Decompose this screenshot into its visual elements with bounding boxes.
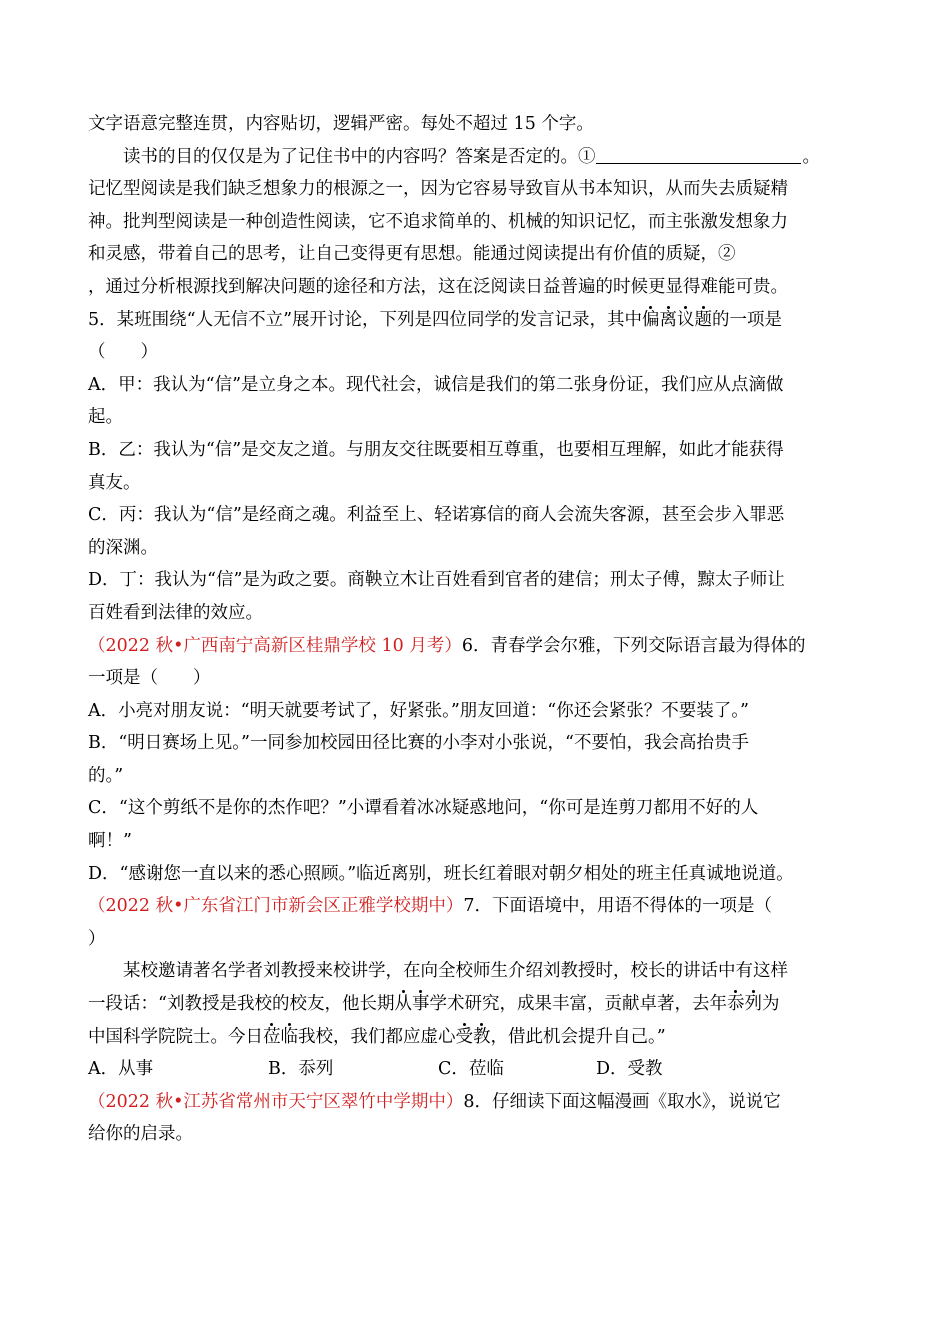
emphasis-char: 题	[694, 309, 713, 330]
question-source: （2022 秋•广西南宁高新区桂鼎学校 10 月考）	[88, 635, 462, 656]
option-b-cont: 的。”	[88, 765, 124, 786]
option-b-cont: 真友。	[88, 472, 141, 493]
emphasis-char: 临	[280, 1026, 298, 1047]
option-d[interactable]: D．“感谢您一直以来的悉心照顾。”临近离别，班长红着眼对朝夕相处的班主任真诚地说道。	[88, 863, 794, 884]
emphasis-char: 教	[473, 1026, 491, 1047]
emphasis-char: 受	[455, 1026, 473, 1047]
emphasis-char: 莅	[263, 1026, 281, 1047]
option-a-cont: 起。	[88, 407, 123, 428]
reading-paragraph	[88, 141, 864, 304]
option-d[interactable]: D．受教	[596, 1059, 663, 1080]
paragraph-line: 记忆型阅读是我们缺乏想象力的根源之一，因为它容易导致盲从书本知识，从而失去质疑精	[88, 179, 788, 200]
option-d[interactable]: D．丁：我认为“信”是为政之要。商鞅立木让百姓看到官者的建信；刑太子傅，黥太子师让	[88, 570, 785, 591]
option-c[interactable]: C．丙：我认为“信”是经商之魂。利益至上、轻诺寡信的商人会流失客源，甚至会步入罪恶	[88, 505, 785, 526]
question-stem-cont: 给你的启录。	[88, 1124, 193, 1145]
emphasis-char: 忝	[726, 994, 745, 1015]
emphasis-char: 离	[659, 309, 678, 330]
emphasis-char: 议	[677, 309, 695, 330]
context-line: 某校邀请著名学者刘教授来校讲学，在向全校师生介绍刘教授时，校长的讲话中有这样	[123, 961, 788, 982]
option-b[interactable]: B．乙：我认为“信”是交友之道。与朋友交往既要相互尊重，也要相互理解，如此才能获得	[88, 439, 784, 460]
emphasis-char: 事	[411, 994, 430, 1015]
option-a[interactable]: A．从事	[88, 1059, 154, 1080]
answer-paren: （ ）	[88, 342, 158, 363]
option-a[interactable]: A．小亮对朋友说：“明天就要考试了，好紧张。”朋友回道：“你还会紧张？不要装了。”	[88, 700, 749, 721]
emphasis-char: 列	[744, 994, 762, 1015]
question-stem: （2022 秋•广西南宁高新区桂鼎学校 10 月考）6．青春学会尔雅，下列交际语言最为得体的	[88, 635, 806, 656]
paragraph-line: 和灵感，带着自己的思考，让自己变得更有思想。能通过阅读提出有价值的质疑，②	[88, 244, 736, 265]
question-5	[88, 304, 864, 630]
option-b[interactable]: B．忝列	[268, 1059, 334, 1080]
context-line: 中国科学院院士。今日莅临我校，我们都应虚心受教，借此机会提升自己。”	[88, 1026, 666, 1047]
paragraph-line: 读书的目的仅仅是为了记住书中的内容吗？答案是否定的。① 。	[88, 141, 864, 174]
question-6	[88, 630, 864, 891]
question-stem: （2022 秋•江苏省常州市天宁区翠竹中学期中）8．仔细读下面这幅漫画《取水》，说说它	[88, 1091, 781, 1112]
options-row	[88, 1053, 864, 1086]
question-stem: （2022 秋•广东省江门市新会区正雅学校期中）7．下面语境中，用语不得体的一项是（	[88, 896, 773, 917]
question-source: （2022 秋•江苏省常州市天宁区翠竹中学期中）	[88, 1091, 464, 1112]
document-page	[88, 108, 864, 1151]
option-c-cont: 的深渊。	[88, 537, 158, 558]
instruction-line: 文字语意完整连贯，内容贴切，逻辑严密。每处不超过 15 个字。	[88, 114, 594, 134]
option-b[interactable]: B．“明日赛场上见。”一同参加校园田径比赛的小李对小张说，“不要怕，我会高抬贵手	[88, 733, 749, 754]
emphasis-char: 从	[394, 994, 412, 1015]
question-8	[88, 1086, 864, 1151]
question-stem-cont: 一项是（ ）	[88, 668, 211, 689]
option-c-cont: 啊！”	[88, 831, 132, 852]
question-source: （2022 秋•广东省江门市新会区正雅学校期中）	[88, 896, 464, 917]
emphasis-char: 偏	[642, 309, 660, 330]
option-c[interactable]: C．莅临	[438, 1059, 504, 1080]
question-stem-cont: ）	[88, 928, 106, 949]
paragraph-line: ，通过分析根源找到解决问题的途径和方法，这在泛阅读日益普遍的时候更显得难能可贵。	[88, 276, 788, 297]
answer-blank-1[interactable]	[596, 144, 801, 164]
option-c[interactable]: C．“这个剪纸不是你的杰作吧？”小谭看着冰冰疑惑地问，“你可是连剪刀都用不好的人	[88, 798, 759, 819]
context-line: 一段话：“刘教授是我校的校友，他长期从事学术研究，成果丰富，贡献卓著，去年忝列为	[88, 994, 780, 1015]
paragraph-line: 神。批判型阅读是一种创造性阅读，它不追求简单的、机械的知识记忆，而主张激发想象力	[88, 211, 788, 232]
question-stem: 5．某班围绕“人无信不立”展开讨论，下列是四位同学的发言记录，其中偏离议题的一项是	[88, 309, 783, 330]
option-a[interactable]: A．甲：我认为“信”是立身之本。现代社会，诚信是我们的第二张身份证，我们应从点滴做	[88, 374, 784, 395]
option-d-cont: 百姓看到法律的效应。	[88, 602, 263, 623]
question-7	[88, 890, 864, 1086]
